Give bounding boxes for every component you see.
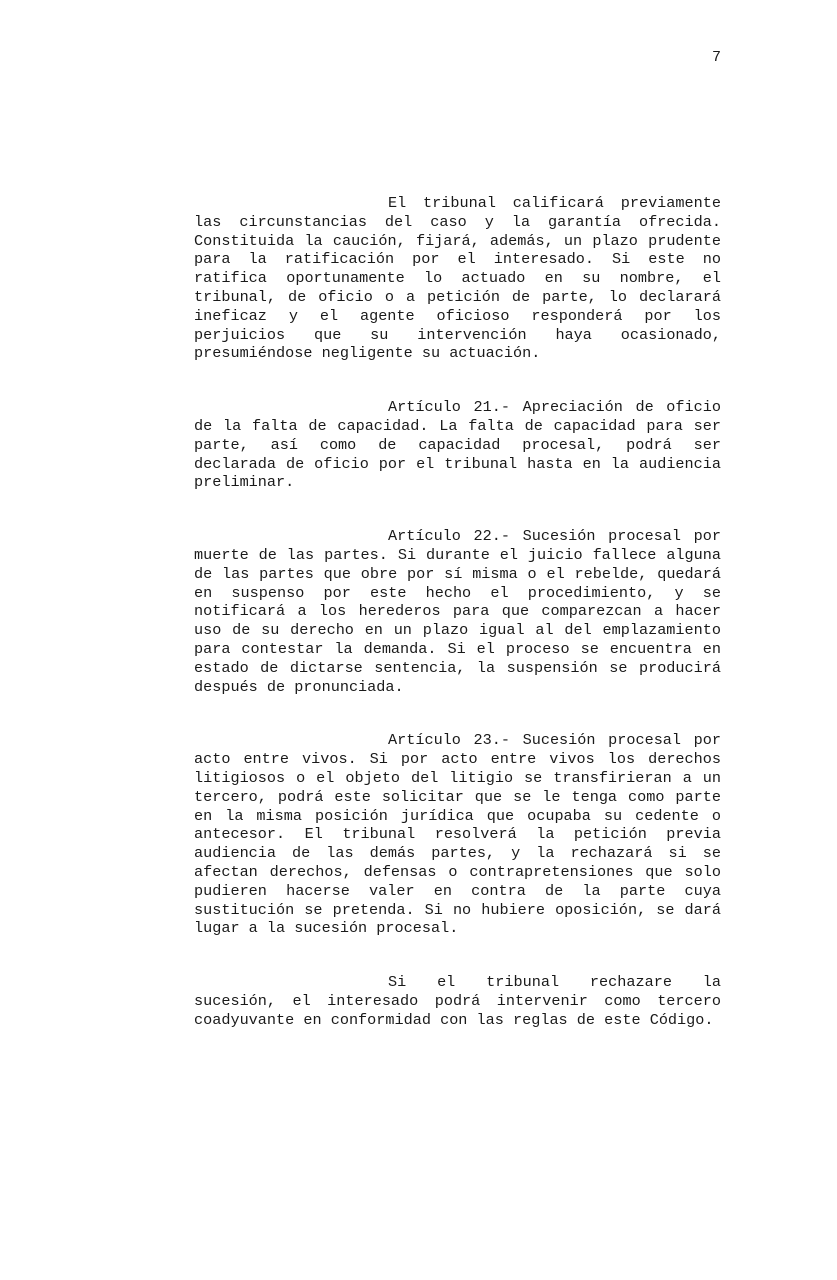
paragraph-articulo-21: Artículo 21.- Apreciación de oficio de la falta de capacidad. La falta de capacidad para ser parte, así como de capacidad procesal, podrá ser declarada de oficio por el tribunal hasta en la audiencia preliminar. bbox=[194, 398, 721, 492]
document-body bbox=[194, 194, 721, 1064]
paragraph-caucion: El tribunal calificará previamente las circunstancias del caso y la garantía ofrecida. Constituida la caución, fijará, además, un plazo prudente para la ratificación por el interesado. Si este no ratifica oportunamente lo actuado en su nombre, el tribunal, de oficio o a petición de parte, lo declarará ineficaz y el agente oficioso responderá por los perjuicios que su intervención haya ocasionado, presumiéndose negligente su actuación. bbox=[194, 194, 721, 363]
page-number: 7 bbox=[711, 49, 721, 66]
paragraph-articulo-23: Artículo 23.- Sucesión procesal por acto entre vivos. Si por acto entre vivos los derechos litigiosos o el objeto del litigio se transfirieran a un tercero, podrá este solicitar que se le tenga como parte en la misma posición jurídica que ocupaba su cedente o antecesor. El tribunal resolverá la petición previa audiencia de las demás partes, y la rechazará si se afectan derechos, defensas o contrapretensiones que solo pudieren hacerse valer en contra de la parte cuya sustitución se pretenda. Si no hubiere oposición, se dará lugar a la sucesión procesal. bbox=[194, 731, 721, 938]
paragraph-rechazo-sucesion: Si el tribunal rechazare la sucesión, el interesado podrá intervenir como tercero coadyuvante en conformidad con las reglas de este Código. bbox=[194, 973, 721, 1029]
paragraph-articulo-22: Artículo 22.- Sucesión procesal por muerte de las partes. Si durante el juicio fallece alguna de las partes que obre por sí misma o el rebelde, quedará en suspenso por este hecho el procedimiento, y se notificará a los herederos para que comparezcan a hacer uso de su derecho en un plazo igual al del emplazamiento para contestar la demanda. Si el proceso se encuentra en estado de dictarse sentencia, la suspensión se producirá después de pronunciada. bbox=[194, 527, 721, 696]
